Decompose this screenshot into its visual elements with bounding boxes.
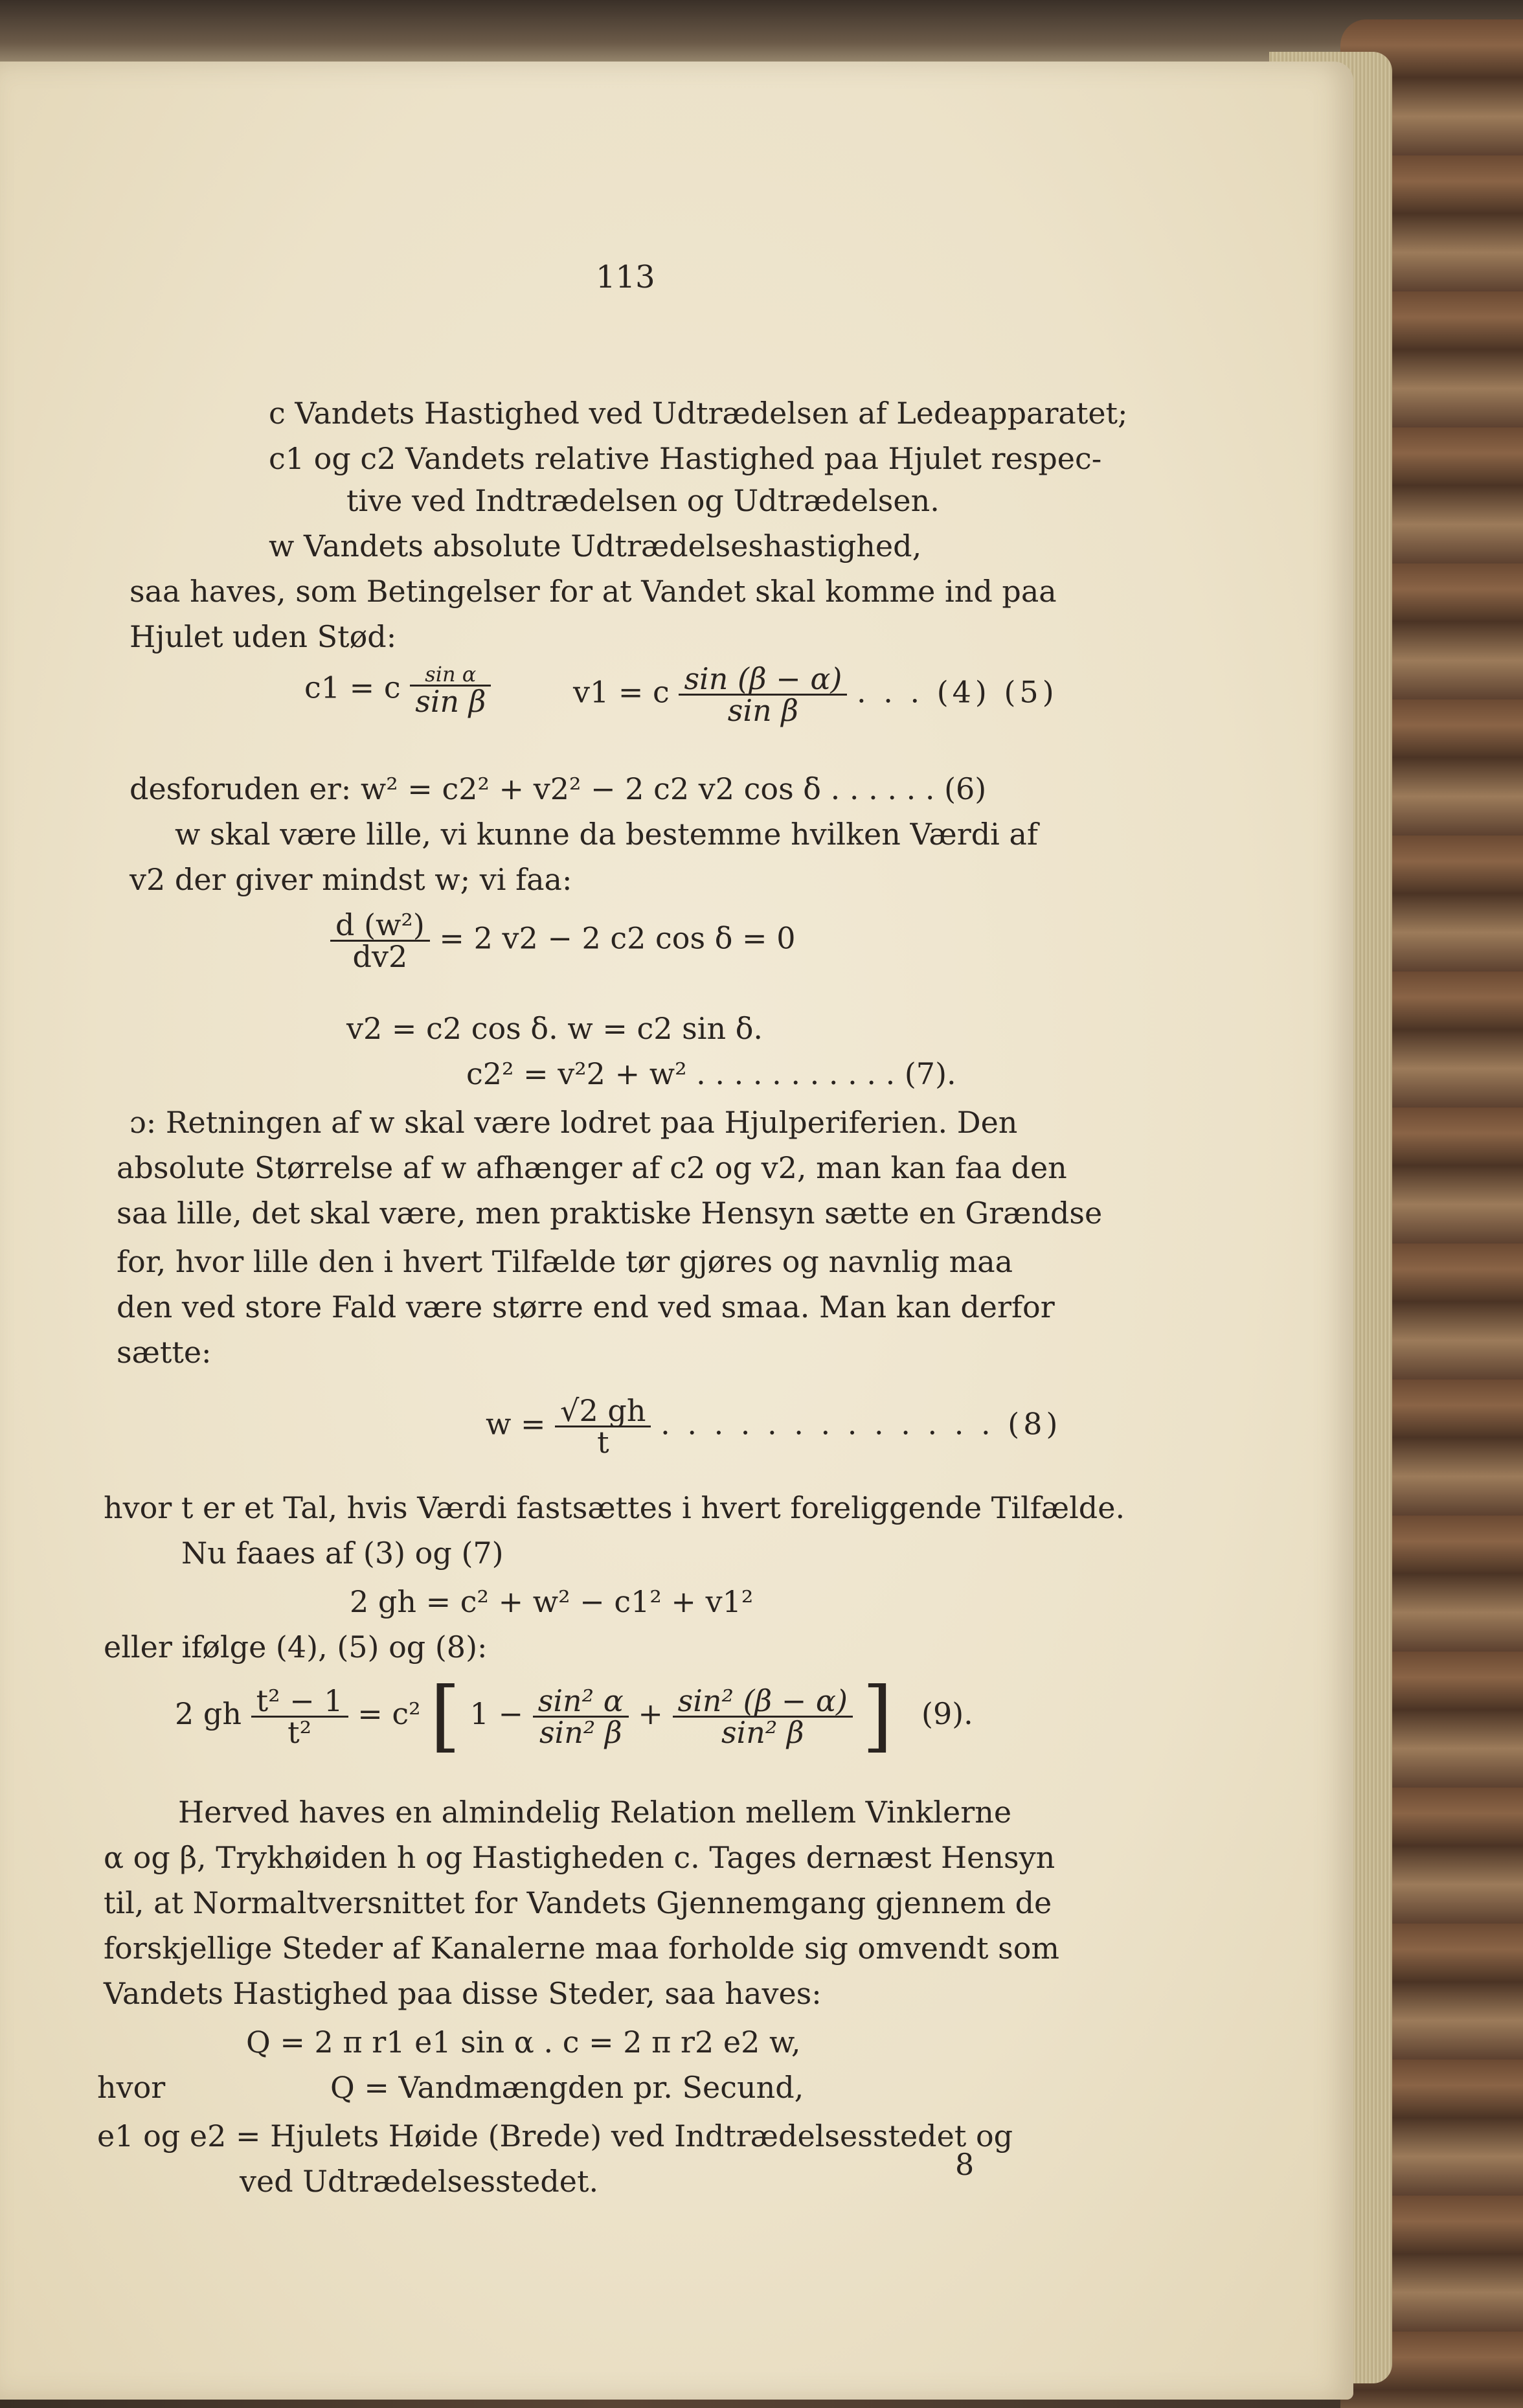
fraction-denominator: sin β [679,694,847,725]
text-line: hvor t er et Tal, hvis Værdi fastsættes i hvert foreliggende Tilfælde. [104,1490,1125,1525]
text-line: v2 der giver mindst w; vi faa: [130,862,572,897]
text-line: for, hvor lille den i hvert Tilfælde tør gjøres og navnlig maa [117,1244,1013,1279]
text-line: saa haves, som Betingelser for at Vandet skal komme ind paa [130,574,1057,609]
fraction-denominator: dv2 [330,940,430,971]
equation-4-fraction [410,662,491,719]
text-line: tive ved Indtrædelsen og Udtrædelsen. [346,483,940,518]
fraction-denominator: sin² β [533,1716,629,1747]
text-line: saa lille, det skal være, men praktiske Hensyn sætte en Grændse [117,1196,1103,1231]
fraction-numerator: sin (β − α) [684,661,842,696]
fraction-denominator: sin² β [673,1716,853,1747]
fraction-numerator: sin α [425,662,477,687]
equation-5-fraction [679,661,847,728]
text-line: c1 og c2 Vandets relative Hastighed paa Hjulet respec- [269,441,1102,476]
text-line: Q = Vandmængden pr. Secund, [330,2070,804,2105]
equation-9-fraction-t [251,1683,348,1750]
text-line: absolute Størrelse af w afhænger af c2 og v2, man kan faa den [117,1150,1067,1185]
equation-9-fraction-a [533,1683,629,1750]
signature-mark: 8 [955,2147,975,2182]
equation-4 [304,662,491,719]
text-line: Herved haves en almindelig Relation mellem Vinklerne [178,1795,1012,1830]
fraction-numerator: d (w²) [335,907,425,942]
equation-9-fraction-b [673,1683,853,1750]
equation-8 [486,1393,1062,1460]
text-line: ved Udtrædelsesstedet. [240,2164,599,2199]
fraction-denominator: sin β [410,685,491,716]
equation-5-lhs: v1 = c [573,674,670,710]
equation-9-lhs: 2 gh [175,1696,242,1731]
text-line: til, at Normaltversnittet for Vandets Gjennemgang gjennem de [104,1885,1052,1920]
text-line: w skal være lille, vi kunne da bestemme hvilken Værdi af [175,817,1038,852]
left-bracket: [ [430,1671,461,1761]
equation-v2: v2 = c2 cos δ. w = c2 sin δ. [346,1011,763,1046]
page [0,62,1353,2400]
equation-8-tag: . . . . . . . . . . . . . (8) [660,1406,1062,1442]
equation-9-equals: = c² [357,1696,421,1731]
text-line: ɔ: Retningen af w skal være lodret paa Hjulperiferien. Den [130,1105,1018,1140]
equation-6: desforuden er: w² = c2² + v2² − 2 c2 v2 cos δ . . . . . . (6) [130,771,987,806]
equation-9-one: 1 − [469,1696,524,1731]
derivative-equation [330,907,796,974]
text-line: w Vandets absolute Udtrædelseshastighed, [269,528,922,563]
right-bracket: ] [862,1671,893,1761]
fraction-numerator: √2 gh [560,1393,646,1428]
equation-gh: 2 gh = c² + w² − c1² + v1² [350,1584,754,1619]
text-line: Nu faaes af (3) og (7) [181,1536,504,1571]
fraction-numerator: sin² α [537,1683,624,1718]
page-number: 113 [596,259,655,295]
equation-5 [573,661,1058,728]
text-line: sætte: [117,1335,212,1370]
text-line: eller ifølge (4), (5) og (8): [104,1630,488,1664]
derivative-fraction [330,907,430,974]
text-line: α og β, Trykhøiden h og Hastigheden c. Tages dernæst Hensyn [104,1840,1055,1875]
text-line: den ved store Fald være større end ved smaa. Man kan derfor [117,1289,1055,1324]
fraction-denominator: t [555,1425,651,1457]
text-line: hvor [97,2070,166,2105]
equation-8-lhs: w = [486,1406,546,1442]
text-line: c Vandets Hastighed ved Udtrædelsen af Ledeapparatet; [269,396,1128,431]
equation-8-fraction [555,1393,651,1460]
equation-9-plus: + [638,1696,663,1731]
fraction-numerator: t² − 1 [256,1683,343,1718]
equation-Q: Q = 2 π r1 e1 sin α . c = 2 π r2 e2 w, [246,2025,801,2060]
equation-4-lhs: c1 = c [304,670,401,705]
equation-9-tag: (9). [921,1696,973,1731]
equation-4-5-tag: . . . (4) (5) [856,674,1058,710]
equation-9 [175,1671,973,1761]
text-line: Hjulet uden Stød: [130,619,397,654]
text-line: forskjellige Steder af Kanalerne maa forholde sig omvendt som [104,1931,1060,1966]
text-line: Vandets Hastighed paa disse Steder, saa haves: [104,1976,822,2011]
derivative-rhs: = 2 v2 − 2 c2 cos δ = 0 [439,920,796,956]
equation-7: c2² = v²2 + w² . . . . . . . . . . . (7). [466,1056,956,1091]
fraction-denominator: t² [251,1716,348,1747]
text-line: e1 og e2 = Hjulets Høide (Brede) ved Indtrædelsesstedet og [97,2118,1013,2153]
fraction-numerator: sin² (β − α) [677,1683,848,1718]
